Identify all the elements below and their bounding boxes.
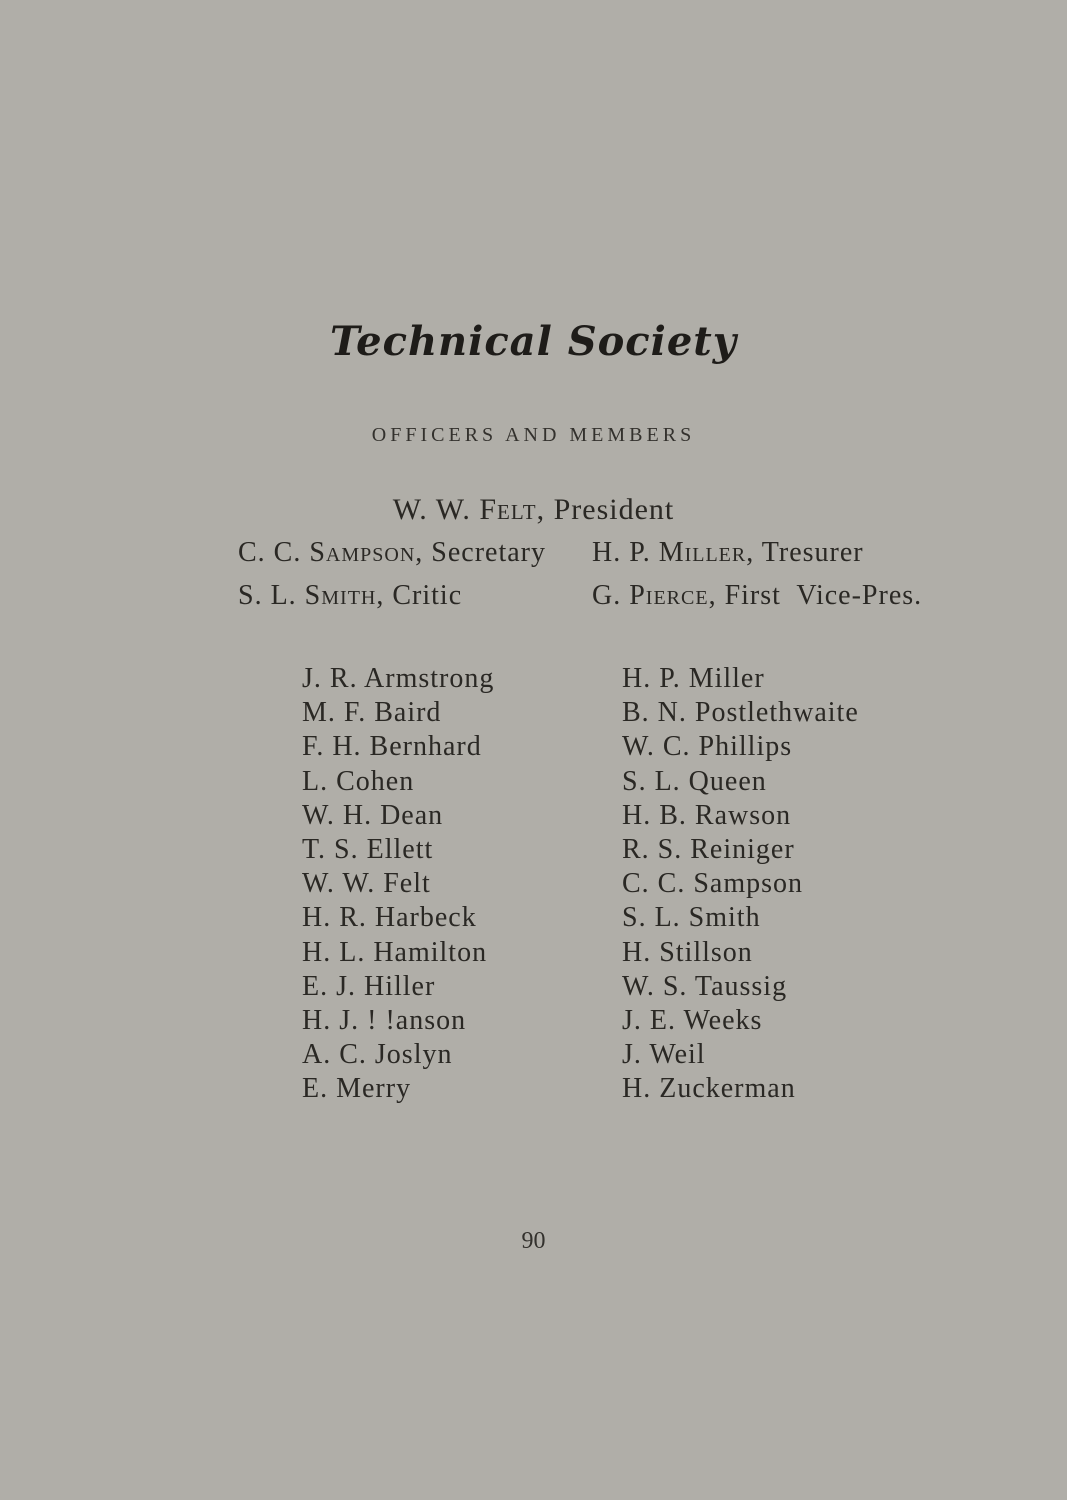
member-name: J. R. Armstrong <box>302 663 495 694</box>
member-name: W. W. Felt <box>302 868 431 900</box>
officer-treasurer <box>592 537 864 569</box>
officer-name: H. P. Miller <box>592 537 747 568</box>
member-name: F. H. Bernhard <box>302 731 482 763</box>
members-list-right <box>622 662 859 1106</box>
page-number: 90 <box>521 1228 546 1254</box>
member-name: H. P. Miller <box>622 663 765 694</box>
officer-name: S. L. Smith <box>238 580 377 611</box>
member-name: J. Weil <box>622 1039 706 1071</box>
member-name: H. J. ! !anson <box>302 1004 467 1036</box>
officer-name: C. C. Sampson <box>238 537 416 568</box>
member-name: A. C. Joslyn <box>302 1039 453 1071</box>
officer-vice-president <box>592 580 922 612</box>
member-name: H. Zuckerman <box>622 1073 796 1105</box>
member-name: W. H. Dean <box>302 799 444 831</box>
member-name: E. J. Hiller <box>302 970 436 1002</box>
member-name: S. L. Queen <box>622 765 767 797</box>
section-subtitle: OFFICERS AND MEMBERS <box>371 424 696 446</box>
member-name: S. L. Smith <box>622 902 761 934</box>
member-name: M. F. Baird <box>302 697 442 729</box>
member-name: T. S. Ellett <box>302 833 434 865</box>
president-line <box>0 493 1067 527</box>
officer-role: , First Vice-Pres. <box>708 580 923 611</box>
member-name: W. S. Taussig <box>622 970 788 1002</box>
member-name: L. Cohen <box>302 765 415 797</box>
member-name: W. C. Phillips <box>622 731 793 763</box>
officer-role: , Critic <box>376 580 463 611</box>
president-role: , President <box>536 493 675 526</box>
member-name: H. B. Rawson <box>622 799 792 831</box>
member-name: C. C. Sampson <box>622 868 804 900</box>
officer-critic <box>238 580 462 612</box>
member-name: H. R. Harbeck <box>302 902 477 934</box>
officer-role: , Secretary <box>415 537 547 568</box>
member-name: H. Stillson <box>622 936 753 968</box>
page-title: Technical Society <box>329 318 738 365</box>
president-name: W. W. Felt <box>392 493 537 526</box>
officer-secretary <box>238 537 546 569</box>
officer-name: G. Pierce <box>592 580 709 611</box>
member-name: E. Merry <box>302 1073 412 1105</box>
member-name: R. S. Reiniger <box>622 833 795 865</box>
member-name: B. N. Postlethwaite <box>622 697 859 729</box>
officer-role: , Tresurer <box>746 537 864 568</box>
members-list-left <box>302 662 494 1106</box>
member-name: J. E. Weeks <box>622 1004 763 1036</box>
member-name: H. L. Hamilton <box>302 936 488 968</box>
